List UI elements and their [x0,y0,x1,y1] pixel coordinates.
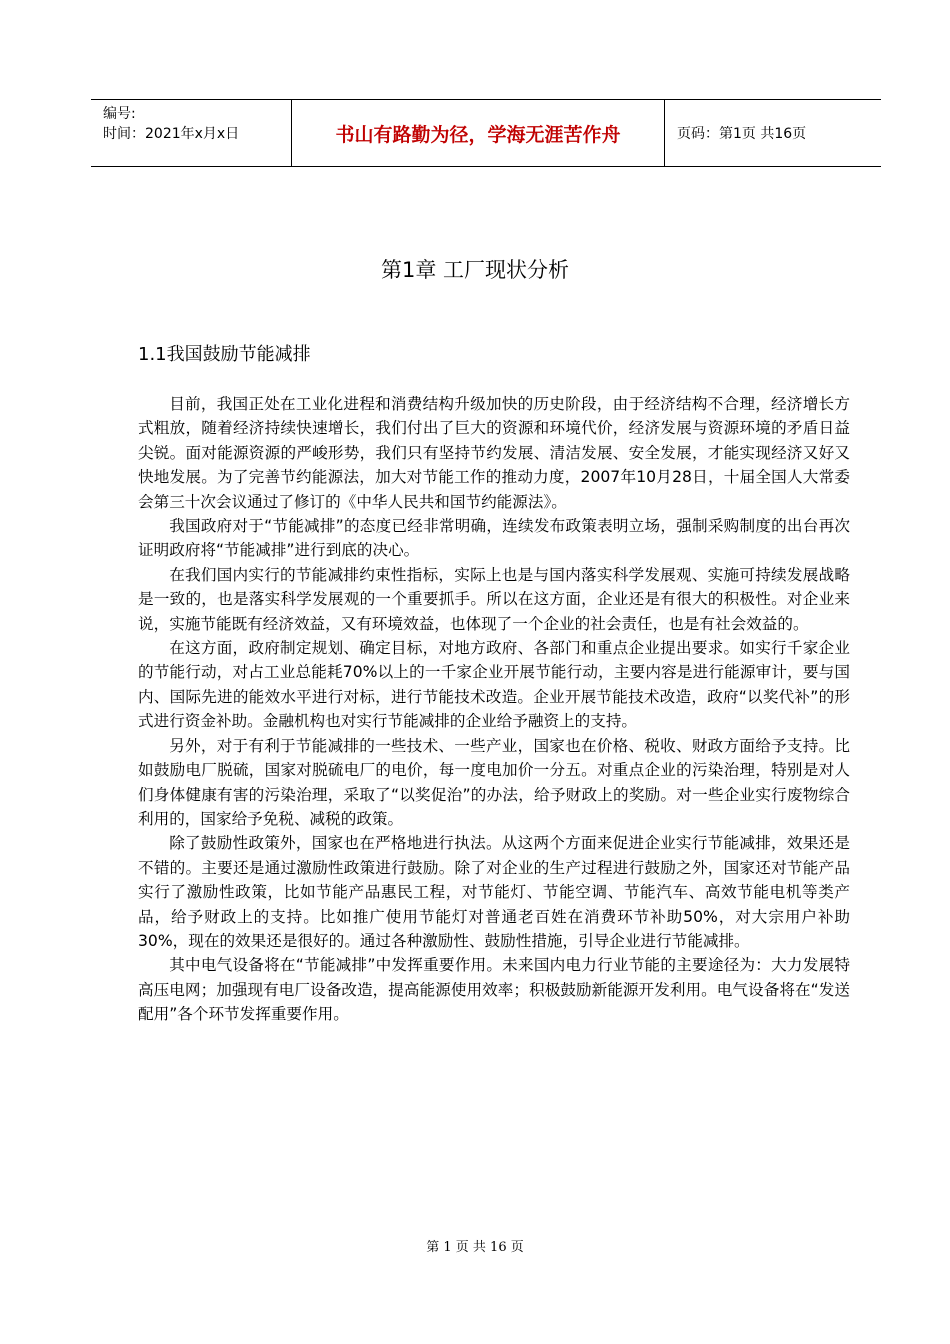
serial-number-label: 编号: [103,106,136,122]
section-title: 1.1我国鼓励节能减排 [138,344,311,365]
header-motto: 书山有路勤为径，学海无涯苦作舟 [292,100,665,166]
paragraph: 目前，我国正处在工业化进程和消费结构升级加快的历史阶段，由于经济结构不合理，经济增长方式粗放，随着经济持续快速增长，我们付出了巨大的资源和环境代价，经济发展与资源环境的矛盾日益尖锐。面对能源资源的严峻形势，我们只有坚持节约发展、清洁发展、安全发展，才能实现经济又好又快地发展。为了完善节约能源法，加大对节能工作的推动力度，2007年10月28日，十届全国人大常委会第三十次会议通过了修订的《中华人民共和国节约能源法》。 [138,395,850,511]
paragraph: 我国政府对于“节能减排”的态度已经非常明确，连续发布政策表明立场，强制采购制度的出台再次证明政府将“节能减排”进行到底的决心。 [138,517,850,560]
chapter-title: 第1章 工厂现状分析 [380,258,570,282]
paragraph: 除了鼓励性政策外，国家也在严格地进行执法。从这两个方面来促进企业实行节能减排，效果还是不错的。主要还是通过激励性政策进行鼓励。除了对企业的生产过程进行鼓励之外，国家还对节能产品实行了激励性政策，比如节能产品惠民工程，对节能灯、节能空调、节能汽车、高效节能电机等类产品，给予财政上的支持。比如推广使用节能灯对普通老百姓在消费环节补助50%，对大宗用户补助30%，现在的效果还是很好的。通过各种激励性、鼓励性措施，引导企业进行节能减排。 [138,834,850,950]
page-footer: 第 1 页 共 16 页 [426,1240,524,1255]
header-page-code: 页码：第1页 共16页 [677,126,807,142]
header-meta-cell [91,100,292,166]
paragraph: 其中电气设备将在“节能减排”中发挥重要作用。未来国内电力行业节能的主要途径为：大力发展特高压电网；加强现有电厂设备改造，提高能源使用效率；积极鼓励新能源开发利用。电气设备将在“发送配用”各个环节发挥重要作用。 [138,956,850,1024]
time-label: 时间：2021年x月x日 [103,126,240,142]
paragraph: 在我们国内实行的节能减排约束性指标，实际上也是与国内落实科学发展观、实施可持续发展战略是一致的，也是落实科学发展观的一个重要抓手。所以在这方面，企业还是有很大的积极性。对企业来说，实施节能既有经济效益，又有环境效益，也体现了一个企业的社会责任，也是有社会效益的。 [138,565,850,633]
document-header-table [91,99,881,167]
body-text [138,392,850,1027]
paragraph: 在这方面，政府制定规划、确定目标，对地方政府、各部门和重点企业提出要求。如实行千家企业的节能行动，对占工业总能耗70%以上的一千家企业开展节能行动，主要内容是进行能源审计，要与国内、国际先进的能效水平进行对标，进行节能技术改造。企业开展节能技术改造，政府“以奖代补”的形式进行资金补助。金融机构也对实行节能减排的企业给予融资上的支持。 [138,639,850,731]
paragraph: 另外，对于有利于节能减排的一些技术、一些产业，国家也在价格、税收、财政方面给予支持。比如鼓励电厂脱硫，国家对脱硫电厂的电价，每一度电加价一分五。对重点企业的污染治理，特别是对人们身体健康有害的污染治理，采取了“以奖促治”的办法，给予财政上的奖励。对一些企业实行废物综合利用的，国家给予免税、减税的政策。 [138,736,850,828]
